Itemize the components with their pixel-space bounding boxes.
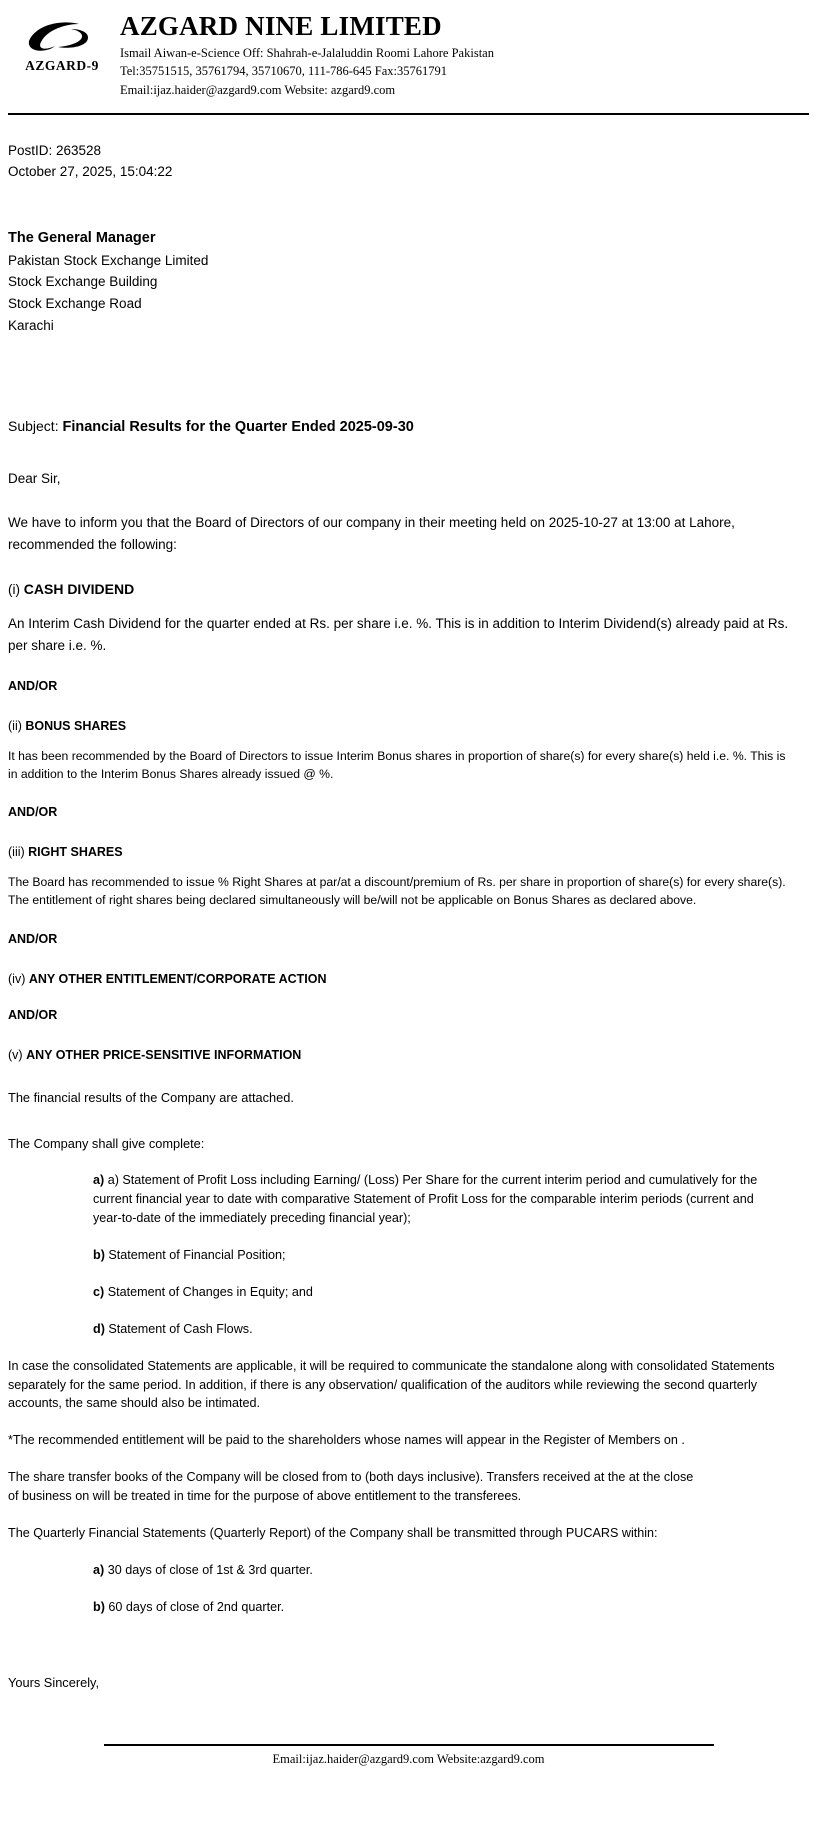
page-footer	[8, 1744, 809, 1777]
letterhead	[8, 0, 809, 105]
list-item-marker: b)	[93, 1248, 105, 1263]
andor-separator-4: AND/OR	[8, 1007, 58, 1022]
list-item	[93, 1283, 773, 1302]
statements-list	[8, 1171, 809, 1338]
register-note: *The recommended entitlement will be paid to the shareholders whose names will appear in the Register of Members on .	[8, 1433, 685, 1448]
list-item	[93, 1320, 773, 1339]
section-cash-dividend-text: An Interim Cash Dividend for the quarter ended at Rs. per share i.e. %. This is in addition to Interim Dividend(s) already paid at Rs. per share i.e. %.	[8, 616, 789, 653]
list-item-text: 60 days of close of 2nd quarter.	[108, 1599, 285, 1614]
section-other-entitlement-label: ANY OTHER ENTITLEMENT/CORPORATE ACTION	[28, 971, 327, 986]
addressee-line-1: Pakistan Stock Exchange Limited	[8, 252, 209, 268]
section-right-shares-text: The Board has recommended to issue % Right Shares at par/at a discount/premium of Rs. per share in proportion of share(s) for every share(s). The entitlement of right shares being declared simultaneously will be/will not be applicable on Bonus Shares as declared above.	[8, 875, 786, 908]
section-cash-dividend-heading	[8, 581, 809, 597]
azgard-swoosh-logo-icon	[25, 16, 99, 56]
section-right-shares-heading	[8, 845, 809, 859]
pucars-note: The Quarterly Financial Statements (Quarterly Report) of the Company shall be transmitted through PUCARS within:	[8, 1526, 658, 1541]
list-item-text: a) Statement of Profit Loss including Earning/ (Loss) Per Share for the current interim period and cumulatively for the current financial year to date with comparative Statement of Profit Loss for the comparable interim periods (current and year-to-date of the immediately preceding financial year);	[93, 1173, 758, 1226]
subject-label: Subject:	[8, 418, 59, 435]
list-item	[93, 1561, 773, 1580]
addressee-title: The General Manager	[8, 229, 156, 246]
section-cash-dividend-number: (i)	[8, 582, 20, 598]
salutation: Dear Sir,	[8, 471, 61, 487]
list-item-marker: a)	[93, 1173, 105, 1188]
document-meta	[8, 141, 809, 183]
logo-wordmark: AZGARD-9	[25, 58, 99, 73]
addressee-line-4: Karachi	[8, 317, 54, 333]
list-item-marker: d)	[93, 1321, 105, 1336]
addressee-line-3: Stock Exchange Road	[8, 295, 142, 311]
consolidated-note: In case the consolidated Statements are applicable, it will be required to communicate the standalone along with consolidated Statements separately for the same period. In addition, if there is any observation/ qualification of the auditors while reviewing the second quarterly accounts, the same should also be intimated.	[8, 1358, 775, 1411]
footer-contact: Email:ijaz.haider@azgard9.com Website:azgard9.com	[272, 1751, 545, 1766]
list-item-text: Statement of Cash Flows.	[108, 1321, 253, 1336]
company-address-line-2: Tel:35751515, 35761794, 35710670, 111-786-645 Fax:35761791	[120, 64, 448, 79]
section-price-sensitive-number: (v)	[8, 1047, 23, 1062]
andor-separator-1: AND/OR	[8, 678, 58, 693]
section-price-sensitive-heading	[8, 1048, 809, 1062]
section-right-shares-number: (iii)	[8, 845, 25, 860]
company-details	[116, 12, 809, 99]
list-item-marker: a)	[93, 1562, 105, 1577]
attached-note: The financial results of the Company are attached.	[8, 1089, 294, 1105]
pucars-list	[8, 1561, 809, 1617]
section-other-entitlement-number: (iv)	[8, 971, 26, 986]
list-item	[93, 1598, 773, 1617]
list-item	[93, 1246, 773, 1265]
header-divider	[8, 113, 809, 115]
subject-line	[8, 418, 809, 435]
list-item-text: Statement of Changes in Equity; and	[107, 1284, 313, 1299]
section-bonus-shares-heading	[8, 719, 809, 733]
list-item-marker: c)	[93, 1284, 105, 1299]
transfer-books-note	[8, 1468, 798, 1506]
company-logo	[8, 12, 116, 74]
section-bonus-shares-number: (ii)	[8, 718, 22, 733]
list-item-text: 30 days of close of 1st & 3rd quarter.	[107, 1562, 313, 1577]
section-right-shares-label: RIGHT SHARES	[28, 845, 123, 860]
list-item	[93, 1171, 773, 1228]
section-price-sensitive-label: ANY OTHER PRICE-SENSITIVE INFORMATION	[26, 1047, 302, 1062]
section-bonus-shares-label: BONUS SHARES	[25, 718, 127, 733]
section-bonus-shares-text: It has been recommended by the Board of Directors to issue Interim Bonus shares in proportion of share(s) for every share(s) held i.e. %. This is in addition to the Interim Bonus Shares already issued @ %.	[8, 748, 786, 781]
transfer-books-note-line-2: of business on will be treated in time for the purpose of above entitlement to the transferees.	[8, 1489, 522, 1504]
andor-separator-2: AND/OR	[8, 805, 58, 820]
post-datetime: October 27, 2025, 15:04:22	[8, 163, 173, 179]
intro-paragraph: We have to inform you that the Board of Directors of our company in their meeting held on 2025-10-27 at 13:00 at Lahore, recommended the following:	[8, 515, 735, 552]
transfer-books-note-line-1: The share transfer books of the Company will be closed from to (both days inclusive). Transfers received at the at the close	[8, 1470, 694, 1485]
post-id: PostID: 263528	[8, 142, 102, 158]
company-address-line-1: Ismail Aiwan-e-Science Off: Shahrah-e-Jalaluddin Roomi Lahore Pakistan	[120, 46, 494, 61]
closing-salutation: Yours Sincerely,	[8, 1674, 100, 1690]
addressee-line-2: Stock Exchange Building	[8, 274, 158, 290]
list-item-text: Statement of Financial Position;	[108, 1248, 286, 1263]
complete-intro: The Company shall give complete:	[8, 1135, 205, 1151]
section-cash-dividend-label: CASH DIVIDEND	[23, 581, 135, 598]
andor-separator-3: AND/OR	[8, 931, 58, 946]
section-other-entitlement-heading	[8, 972, 809, 986]
list-item-marker: b)	[93, 1599, 105, 1614]
addressee-block	[8, 227, 809, 337]
company-address-line-3: Email:ijaz.haider@azgard9.com Website: azgard9.com	[120, 82, 396, 97]
footer-divider	[104, 1744, 714, 1746]
company-name: AZGARD NINE LIMITED	[120, 11, 442, 41]
subject-value: Financial Results for the Quarter Ended 2025-09-30	[62, 419, 414, 436]
